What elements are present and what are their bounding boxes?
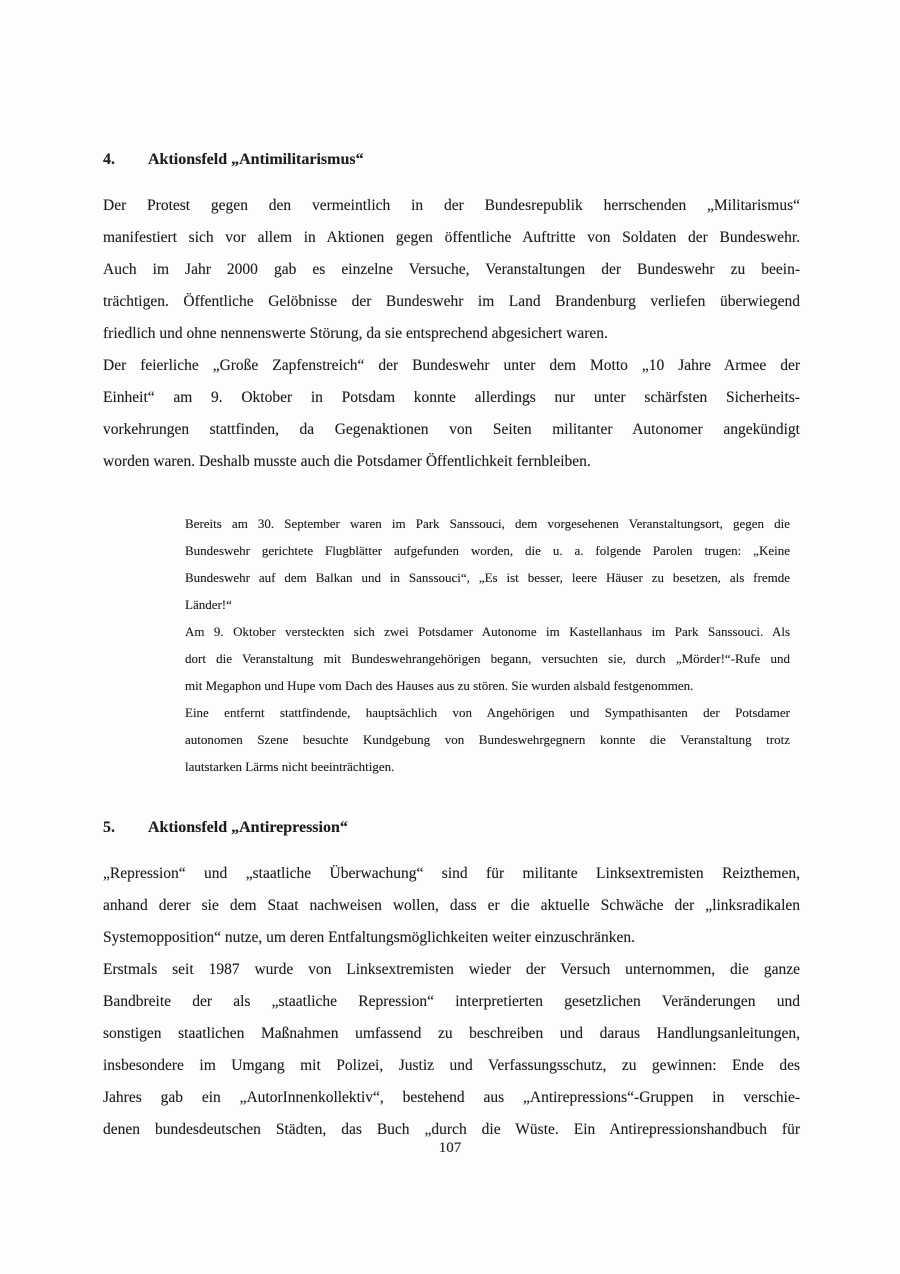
section-title: Aktionsfeld „Antirepression“ [148,819,348,836]
text-line: Jahres gab ein „AutorInnenkollektiv“, bestehend aus „Antirepressions“-Gruppen in verschie- [103,1089,800,1106]
text-line: dort die Veranstaltung mit Bundeswehrangehörigen begann, versuchten sie, durch „Mörder!“-Rufe und [185,651,790,666]
text-line: Auch im Jahr 2000 gab es einzelne Versuche, Veranstaltungen der Bundeswehr zu beein- [103,261,800,278]
text-line: Bandbreite der als „staatliche Repression“ interpretierten gesetzlichen Veränderungen und [103,993,800,1010]
text-line: autonomen Szene besuchte Kundgebung von Bundeswehrgegnern konnte die Veranstaltung trotz [185,732,790,747]
text-line: Der feierliche „Große Zapfenstreich“ der Bundeswehr unter dem Motto „10 Jahre Armee der [103,357,800,374]
text-line: Systemopposition“ nutze, um deren Entfaltungsmöglichkeiten weiter einzuschränken. [103,929,636,946]
text-line: lautstarken Lärms nicht beeinträchtigen. [185,759,395,774]
text-line: manifestiert sich vor allem in Aktionen gegen öffentliche Auftritte von Soldaten der Bundeswehr. [103,229,800,246]
text-line: Der Protest gegen den vermeintlich in der Bundesrepublik herrschenden „Militarismus“ [103,197,800,214]
quote-paragraph [185,510,790,618]
text-line: Länder!“ [185,597,232,612]
section-heading [103,148,800,172]
quote-paragraph [185,618,790,699]
text-line: vorkehrungen stattfinden, da Gegenaktionen von Seiten militanter Autonomer angekündigt [103,421,800,438]
text-line: mit Megaphon und Hupe vom Dach des Hauses aus zu stören. Sie wurden alsbald festgenommen. [185,678,694,693]
body-paragraph [103,954,800,1146]
text-line: friedlich und ohne nennenswerte Störung, da sie entsprechend abgesichert waren. [103,325,608,342]
text-line: Eine entfernt stattfindende, hauptsächlich von Angehörigen und Sympathisanten der Potsdamer [185,705,790,720]
text-line: Erstmals seit 1987 wurde von Linksextremisten wieder der Versuch unternommen, die ganze [103,961,800,978]
text-line: trächtigen. Öffentliche Gelöbnisse der Bundeswehr im Land Brandenburg verliefen überwiegend [103,293,800,310]
text-line: Bereits am 30. September waren im Park Sanssouci, dem vorgesehenen Veranstaltungsort, gegen die [185,516,790,531]
document-content [103,148,800,1146]
text-line: worden waren. Deshalb musste auch die Potsdamer Öffentlichkeit fernbleiben. [103,453,591,470]
text-line: „Repression“ und „staatliche Überwachung“ sind für militante Linksextremisten Reizthemen, [103,865,800,882]
body-paragraph [103,858,800,954]
section-number: 5. [103,819,115,836]
text-line: insbesondere im Umgang mit Polizei, Justiz und Verfassungsschutz, zu gewinnen: Ende des [103,1057,800,1074]
text-line: anhand derer sie dem Staat nachweisen wollen, dass er die aktuelle Schwäche der „linksradikalen [103,897,800,914]
text-line: Bundeswehr auf dem Balkan und in Sanssouci“, „Es ist besser, leere Häuser zu besetzen, als fremde [185,570,790,585]
text-line: Am 9. Oktober versteckten sich zwei Potsdamer Autonome im Kastellanhaus im Park Sanssouci. Als [185,624,790,639]
text-line: denen bundesdeutschen Städten, das Buch „durch die Wüste. Ein Antirepressionshandbuch für [103,1121,800,1138]
text-line: sonstigen staatlichen Maßnahmen umfassend zu beschreiben und daraus Handlungsanleitungen, [103,1025,800,1042]
text-line: Einheit“ am 9. Oktober in Potsdam konnte allerdings nur unter schärfsten Sicherheits- [103,389,800,406]
section-number: 4. [103,151,115,168]
body-paragraph [103,350,800,478]
quote-paragraph [185,699,790,780]
section-title: Aktionsfeld „Antimilitarismus“ [148,151,364,168]
body-paragraph [103,190,800,350]
page-number: 107 [438,1140,462,1156]
page-footer [0,1136,900,1160]
section-heading [103,816,800,840]
text-line: Bundeswehr gerichtete Flugblätter aufgefunden worden, die u. a. folgende Parolen trugen: „Keine [185,543,790,558]
